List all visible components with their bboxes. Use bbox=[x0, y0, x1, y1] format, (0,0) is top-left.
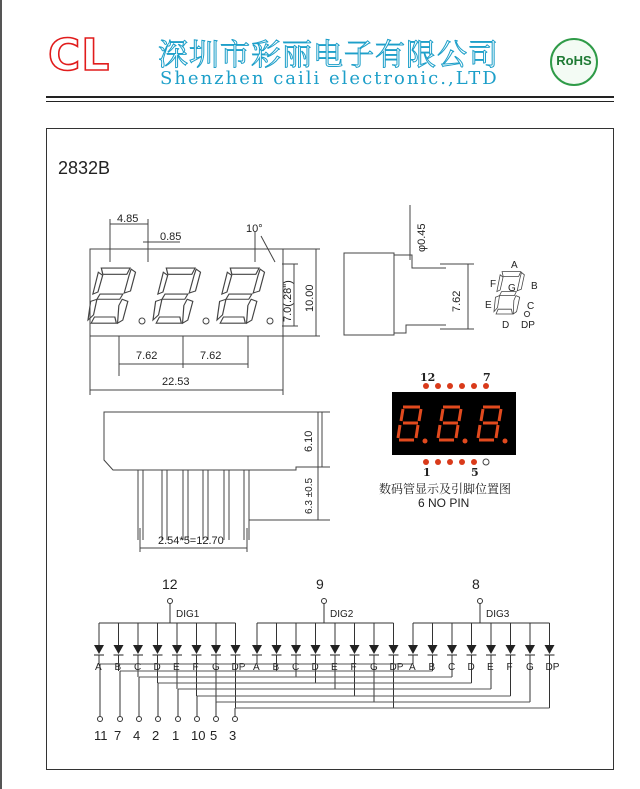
pin-terminal bbox=[137, 717, 142, 722]
segment-label: F bbox=[350, 662, 357, 673]
dim-pin-length: 6.3 ±0.5 bbox=[304, 477, 315, 514]
seg-label-e: E bbox=[485, 300, 492, 311]
digit-label: DIG3 bbox=[486, 609, 510, 620]
segment-label: F bbox=[192, 662, 199, 673]
segment-label: A bbox=[253, 662, 260, 673]
segment-diode bbox=[153, 645, 163, 654]
segment-diode bbox=[252, 645, 262, 654]
segment-label: C bbox=[448, 662, 456, 673]
circuit-schematic bbox=[94, 576, 560, 743]
dim-body-height: 6.10 bbox=[303, 430, 315, 452]
segment-label: B bbox=[114, 662, 122, 673]
dim-digit-height: 7.0(.28") bbox=[282, 280, 294, 322]
pin-5-label: 5 bbox=[471, 466, 479, 479]
pin-terminal bbox=[98, 717, 103, 722]
bottom-pin-number: 10 bbox=[191, 728, 206, 743]
segment-label: D bbox=[311, 662, 319, 673]
dim-pin-dia: φ0.45 bbox=[416, 223, 428, 252]
digit-label: DIG1 bbox=[176, 609, 200, 620]
digit-common-pin: 12 bbox=[162, 576, 178, 592]
pin-terminal bbox=[176, 717, 181, 722]
pin-terminal bbox=[195, 717, 200, 722]
segment-diode bbox=[192, 645, 202, 654]
segment-label: C bbox=[292, 662, 300, 673]
bottom-view bbox=[104, 412, 330, 552]
segment-diode bbox=[525, 645, 535, 654]
segment-label: D bbox=[153, 662, 161, 673]
segment-label: A bbox=[409, 662, 416, 673]
rohs-badge-label: RoHS bbox=[556, 53, 592, 68]
segment-label: G bbox=[370, 662, 378, 673]
bottom-pin-number: 3 bbox=[229, 728, 237, 743]
segment-diode bbox=[311, 645, 321, 654]
seg-label-a: A bbox=[511, 260, 518, 271]
bottom-pin-number: 11 bbox=[94, 728, 108, 743]
pin-7-label: 7 bbox=[483, 371, 491, 384]
bottom-pin-number: 2 bbox=[152, 728, 160, 743]
no-pin-note: 6 NO PIN bbox=[418, 496, 470, 510]
dim-total-width: 22.53 bbox=[162, 376, 190, 388]
pin-terminal bbox=[214, 717, 219, 722]
pin-terminal bbox=[233, 717, 238, 722]
bottom-pin-dots bbox=[423, 459, 477, 465]
seg-label-d: D bbox=[502, 320, 510, 331]
segment-diode bbox=[506, 645, 516, 654]
segment-label: B bbox=[272, 662, 280, 673]
digit-2-outline bbox=[153, 268, 202, 323]
side-view bbox=[344, 205, 474, 335]
segment-diode bbox=[350, 645, 360, 654]
pinout-picture bbox=[392, 371, 516, 479]
dim-pin-pitch: 2.54*5=12.70 bbox=[158, 535, 224, 547]
segment-diode bbox=[133, 645, 143, 654]
segment-diode bbox=[369, 645, 379, 654]
bottom-pin-number: 1 bbox=[172, 728, 180, 743]
segment-diode bbox=[291, 645, 301, 654]
dim-pitch-2: 7.62 bbox=[200, 350, 222, 362]
no-pin-dot bbox=[483, 459, 489, 465]
bottom-pin-number: 5 bbox=[210, 728, 218, 743]
digit-common-pin: 8 bbox=[472, 576, 480, 592]
seg-label-dp: DP bbox=[521, 320, 535, 331]
segment-diode bbox=[389, 645, 399, 654]
dim-height: 10.00 bbox=[304, 284, 316, 312]
segment-label: C bbox=[134, 662, 142, 673]
segment-diode bbox=[114, 645, 124, 654]
segment-label: G bbox=[212, 662, 220, 673]
seg-label-f: F bbox=[490, 279, 497, 290]
segment-diode bbox=[231, 645, 241, 654]
segment-legend bbox=[485, 260, 538, 331]
segment-diode bbox=[447, 645, 457, 654]
pinout-caption: 数码管显示及引脚位置图 bbox=[379, 482, 512, 496]
segment-label: A bbox=[95, 662, 102, 673]
front-view bbox=[88, 213, 320, 395]
segment-label: G bbox=[526, 662, 534, 673]
segment-label: DP bbox=[389, 662, 404, 673]
common-pin bbox=[322, 599, 327, 604]
segment-diode bbox=[408, 645, 418, 654]
segment-label: B bbox=[428, 662, 436, 673]
common-pin bbox=[168, 599, 173, 604]
common-pin bbox=[478, 599, 483, 604]
segment-diode bbox=[172, 645, 182, 654]
pin-1-label: 1 bbox=[423, 466, 431, 479]
segment-label: E bbox=[173, 662, 180, 673]
segment-label: DP bbox=[231, 662, 246, 673]
bottom-pin-number: 7 bbox=[114, 728, 122, 743]
segment-diode bbox=[330, 645, 340, 654]
segment-label: DP bbox=[545, 662, 560, 673]
segment-diode bbox=[94, 645, 104, 654]
segment-label: D bbox=[467, 662, 475, 673]
seg-label-g: G bbox=[508, 283, 516, 294]
company-name-chinese: 深圳市彩丽电子有限公司 bbox=[158, 38, 499, 73]
segment-diode bbox=[211, 645, 221, 654]
pin-terminal bbox=[118, 717, 123, 722]
pin-terminal bbox=[156, 717, 161, 722]
dim-gap: 0.85 bbox=[160, 231, 182, 243]
segment-label: F bbox=[506, 662, 513, 673]
segment-diode bbox=[545, 645, 555, 654]
digit-1-outline bbox=[88, 268, 137, 323]
digit-common-pin: 9 bbox=[316, 576, 324, 592]
segment-diode bbox=[428, 645, 438, 654]
seg-label-b: B bbox=[531, 281, 538, 292]
seg-label-c: C bbox=[527, 301, 535, 312]
part-number: 2832B bbox=[58, 158, 111, 178]
segment-label: E bbox=[487, 662, 494, 673]
segment-diode bbox=[467, 645, 477, 654]
dim-pitch-1: 7.62 bbox=[136, 350, 158, 362]
digit-label: DIG2 bbox=[330, 609, 354, 620]
bottom-pin-number: 4 bbox=[133, 728, 141, 743]
digit-3-outline bbox=[217, 268, 266, 323]
segment-diode bbox=[486, 645, 496, 654]
pin-12-label: 12 bbox=[420, 371, 436, 384]
dim-row-spacing: 7.62 bbox=[451, 290, 463, 312]
company-name-english: Shenzhen caili electronic.,LTD bbox=[160, 68, 499, 89]
segment-label: E bbox=[331, 662, 338, 673]
company-logo: CL bbox=[48, 30, 111, 81]
segment-diode bbox=[272, 645, 282, 654]
dim-seg-width: 4.85 bbox=[117, 213, 139, 225]
dim-slant: 10° bbox=[246, 223, 263, 235]
